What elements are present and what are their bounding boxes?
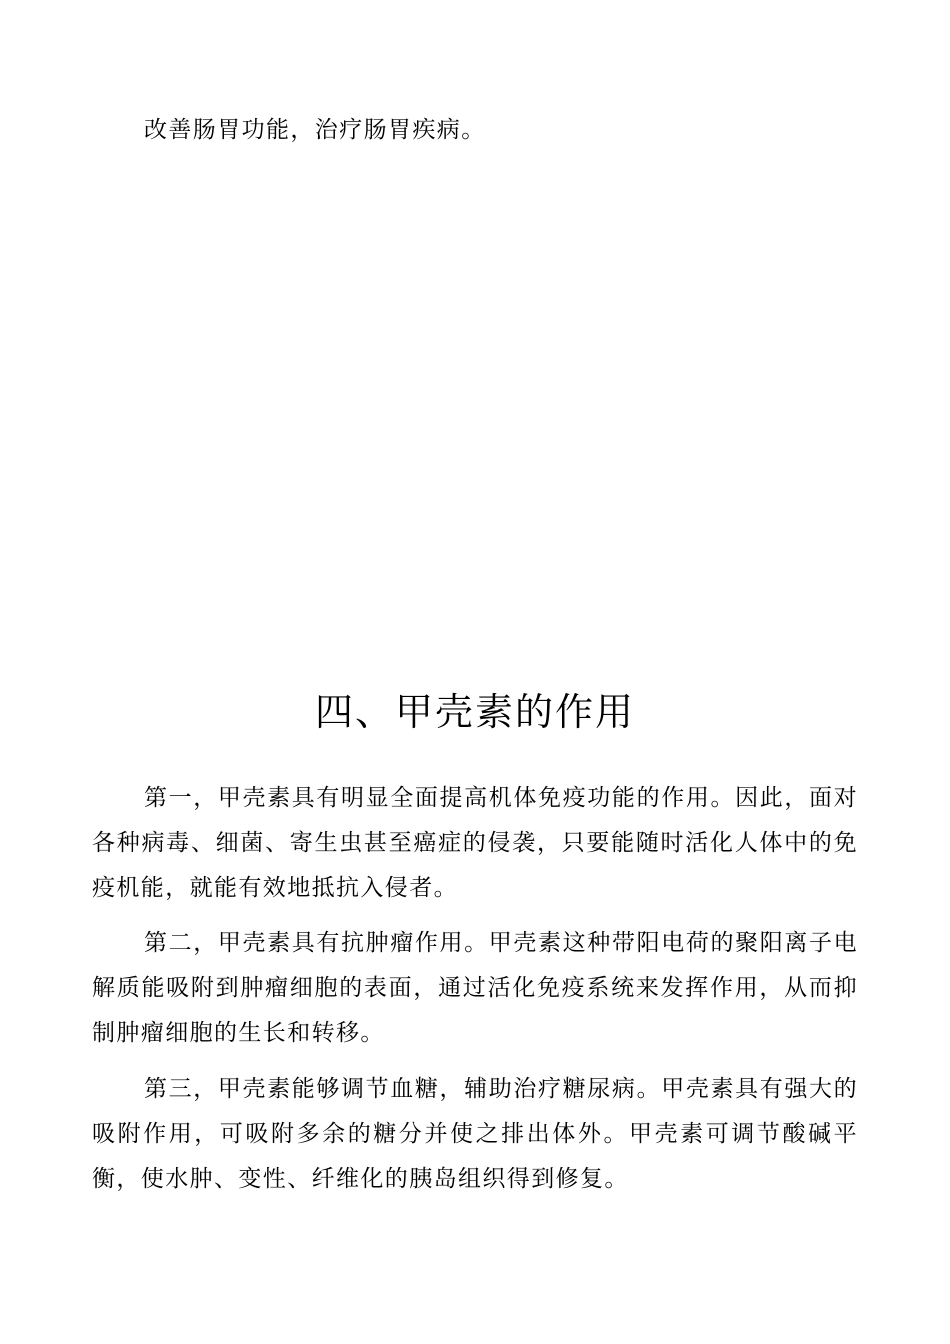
section-heading: 四、甲壳素的作用 xyxy=(314,690,635,734)
paragraph-3: 第三，甲壳素能够调节血糖，辅助治疗糖尿病。甲壳素具有强大的吸附作用，可吸附多余的糖分并使之排出体外。甲壳素可调节酸碱平衡，使水肿、变性、纤维化的胰岛组织得到修复。 xyxy=(92,1076,858,1192)
paragraph-1: 第一，甲壳素具有明显全面提高机体免疫功能的作用。因此，面对各种病毒、细菌、寄生虫甚至癌症的侵袭，只要能随时活化人体中的免疫机能，就能有效地抵抗入侵者。 xyxy=(92,785,858,901)
paragraph-2: 第二，甲壳素具有抗肿瘤作用。甲壳素这种带阳电荷的聚阳离子电解质能吸附到肿瘤细胞的表面，通过活化免疫系统来发挥作用，从而抑制肿瘤细胞的生长和转移。 xyxy=(92,930,858,1046)
continuation-paragraph: 改善肠胃功能，治疗肠胃疾病。 xyxy=(144,117,486,143)
